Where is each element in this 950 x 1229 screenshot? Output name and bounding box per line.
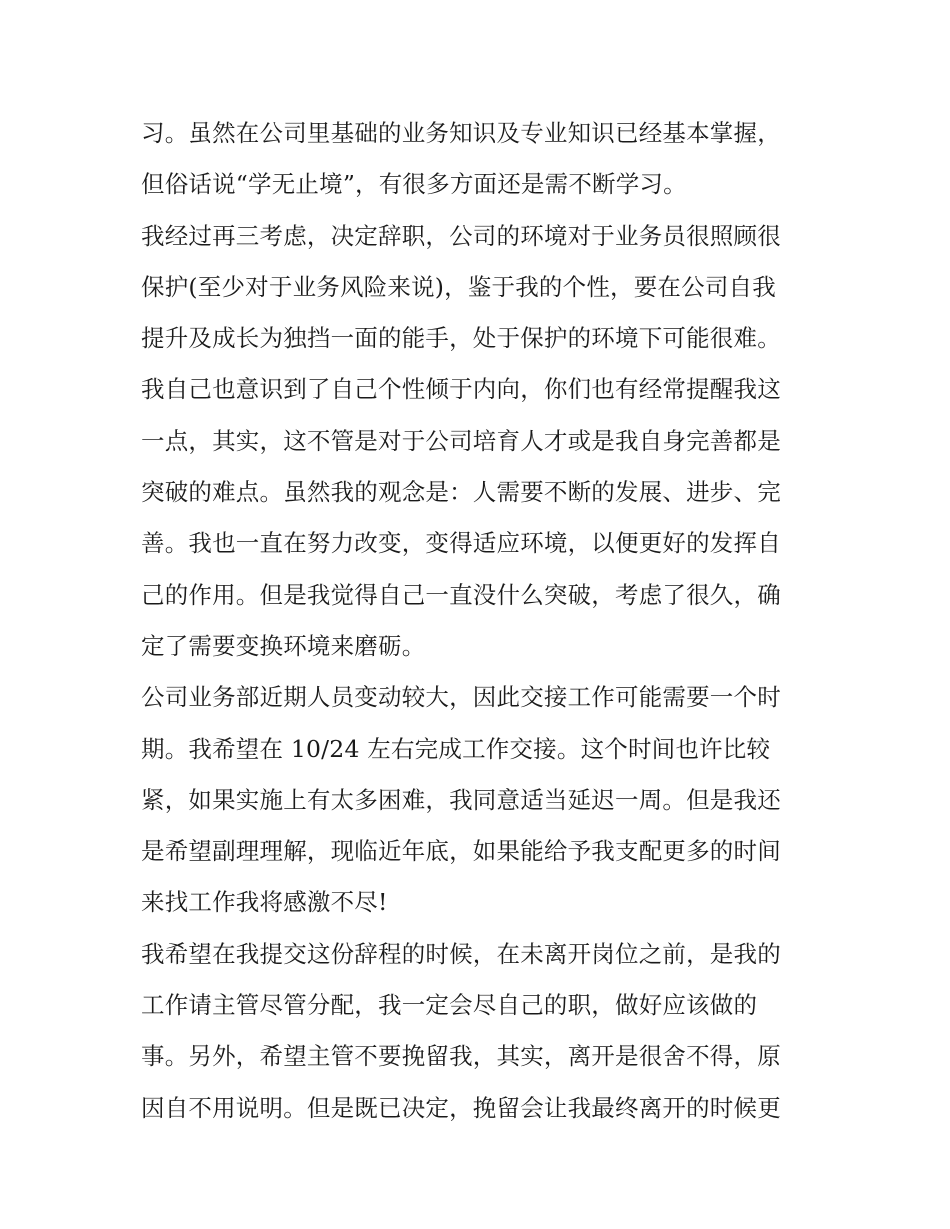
body-text [141, 108, 831, 1134]
text-line-12: 公司业务部近期人员变动较大，因此交接工作可能需要一个时 [141, 683, 781, 712]
text-line-14: 紧，如果实施上有太多困难，我同意适当延迟一周。但是我还 [141, 785, 781, 814]
text-line-7: 一点，其实，这不管是对于公司培育人才或是我自身完善都是 [141, 426, 781, 455]
text-line-16: 来找工作我将感激不尽! [141, 888, 388, 917]
text-line-19: 事。另外，希望主管不要挽留我，其实，离开是很舍不得，原 [141, 1042, 781, 1071]
text-line-4: 保护(至少对于业务风险来说)，鉴于我的个性，要在公司自我 [141, 272, 776, 301]
text-line-18: 工作请主管尽管分配，我一定会尽自己的职，做好应该做的 [141, 991, 758, 1020]
text-line-20: 因自不用说明。但是既已决定，挽留会让我最终离开的时候更 [141, 1093, 781, 1122]
text-line-17: 我希望在我提交这份辞程的时候，在未离开岗位之前，是我的 [141, 939, 781, 968]
text-line-10: 己的作用。但是我觉得自己一直没什么突破，考虑了很久，确 [141, 580, 781, 609]
text-line-6: 我自己也意识到了自己个性倾于内向，你们也有经常提醒我这 [141, 375, 781, 404]
text-line-11: 定了需要变换环境来磨砺。 [141, 631, 426, 660]
text-line-1: 习。虽然在公司里基础的业务知识及专业知识已经基本掌握， [141, 119, 781, 147]
text-line-3: 我经过再三考虑，决定辞职，公司的环境对于业务员很照顾很 [141, 221, 781, 250]
text-line-2: 但俗话说“学无止境”，有很多方面还是需不断学习。 [141, 170, 687, 199]
text-line-15: 是希望副理理解，现临近年底，如果能给予我支配更多的时间 [141, 837, 781, 866]
text-line-5: 提升及成长为独挡一面的能手，处于保护的环境下可能很难。 [141, 324, 781, 353]
text-line-9: 善。我也一直在努力改变，变得适应环境，以便更好的发挥自 [141, 529, 781, 558]
text-line-8: 突破的难点。虽然我的观念是：人需要不断的发展、进步、完 [141, 478, 781, 507]
text-line-13: 期。我希望在 10/24 左右完成工作交接。这个时间也许比较 [141, 734, 771, 763]
